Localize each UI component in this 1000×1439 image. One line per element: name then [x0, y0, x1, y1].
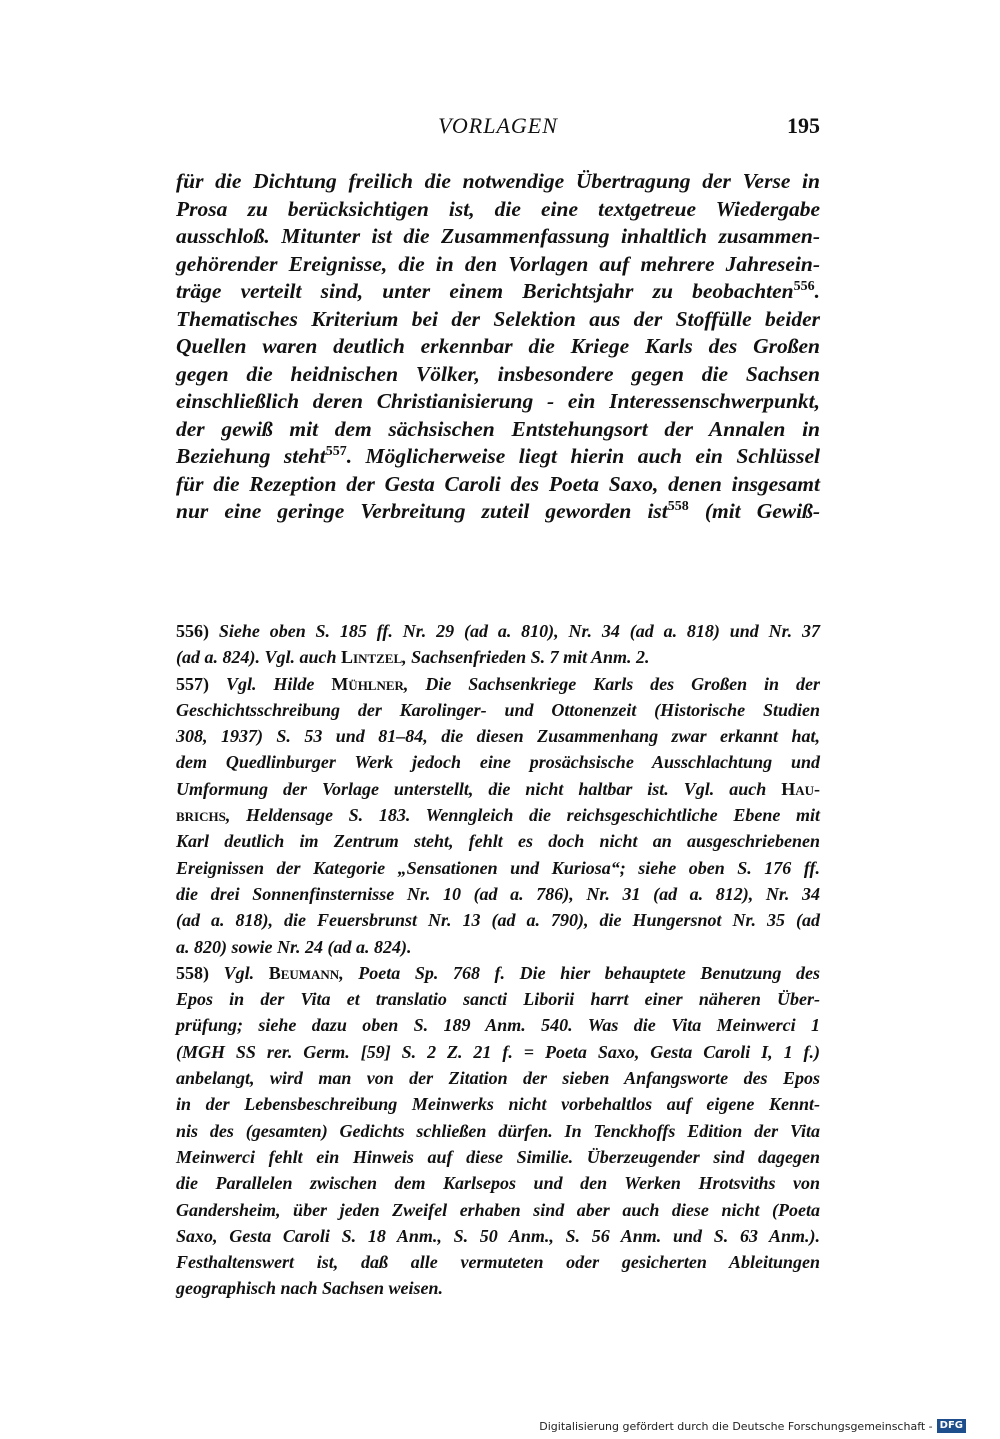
footnote-558-line: Gandersheim, über jeden Zweifel erhaben sind aber auch diese nicht (Poeta [176, 1199, 820, 1220]
footnote-558-line: (MGH SS rer. Germ. [59] S. 2 Z. 21 f. = Poeta Saxo, Gesta Caroli I, 1 f.) [176, 1041, 820, 1062]
text-line [176, 278, 820, 306]
text-line: für die Rezeption der Gesta Caroli des Poeta Saxo, denen insgesamt [176, 471, 820, 496]
footnote-557-line: die drei Sonnenfinsternisse Nr. 10 (ad a. 786), Nr. 31 (ad a. 812), Nr. 34 [176, 883, 820, 904]
author-name: Mühlner [331, 673, 404, 694]
footnotes [176, 618, 820, 1302]
footnote-ref-556[interactable]: 556 [793, 279, 815, 294]
footnote-558-line: anbelangt, wird man von der Zitation der sieben Anfangsworte des Epos [176, 1068, 820, 1089]
funding-notice [539, 1419, 966, 1433]
text-segment: (mit Gewiß- [688, 499, 821, 523]
text-segment: Beziehung steht [176, 444, 326, 468]
footnote-ref-557[interactable]: 557 [325, 444, 347, 459]
footnote-557-line: 308, 1937) S. 53 und 81–84, die diesen Zusammenhang zwar erkannt hat, [176, 726, 820, 747]
running-title: VORLAGEN [438, 113, 558, 138]
footnote-558-line: Meinwerci fehlt ein Hinweis auf diese Similie. Überzeugender sind dagegen [176, 1146, 820, 1167]
running-head [176, 113, 820, 145]
text-segment: , Die Sachsenkriege Karls des Großen in der [403, 673, 820, 694]
text-segment: Vgl. [209, 962, 269, 983]
footnote-558-line: die Parallelen zwischen dem Karlsepos und den Werken Hrotsviths von [176, 1173, 820, 1194]
funding-text: Digitalisierung gefördert durch die Deutsche Forschungsgemeinschaft - [539, 1419, 933, 1433]
footnote-number: 557) [176, 673, 209, 694]
dfg-logo-icon: DFG [937, 1419, 966, 1433]
footnote-558-line: in der Lebensbeschreibung Meinwerks nicht vorbehaltlos auf eigene Kennt- [176, 1094, 820, 1115]
author-name: brichs [176, 805, 226, 826]
text-line: gehörender Ereignisse, die in den Vorlagen auf mehrere Jahresein- [176, 251, 820, 276]
footnote-558-line: prüfung; siehe dazu oben S. 189 Anm. 540. Was die Vita Meinwerci 1 [176, 1015, 820, 1036]
footnote-558-line: Festhaltenswert ist, daß alle vermuteten oder gesicherten Ableitungen [176, 1252, 820, 1273]
footnote-558-line: nis des (gesamten) Gedichts schließen dürfen. In Tenckhoffs Edition der Vita [176, 1120, 820, 1141]
footnote-558-line: geographisch nach Sachsen weisen. [176, 1278, 444, 1299]
text-line: einschließlich deren Christianisierung - ein Interessenschwerpunkt, [176, 389, 820, 413]
text-segment: Umformung der Vorlage unterstellt, die nicht haltbar ist. Vgl. auch [176, 778, 782, 799]
text-line [176, 443, 820, 471]
footnote-556-line [176, 644, 820, 670]
footnote-557-line [176, 776, 820, 802]
text-line: Thematisches Kriterium bei der Selektion aus der Stoffülle beider [176, 306, 820, 331]
author-name: Beumann [268, 962, 340, 983]
main-paragraph [176, 168, 820, 526]
text-segment: träge verteilt sind, unter einem Berichtsjahr zu beobachten [176, 279, 794, 303]
text-segment: (ad a. 824). Vgl. auch [176, 647, 342, 668]
footnote-557-line [176, 802, 820, 828]
footnote-557-line [176, 671, 820, 697]
footnote-558-line [176, 960, 820, 986]
footnote-number: 556) [176, 621, 209, 641]
text-line: Prosa zu berücksichtigen ist, die eine textgetreue Wiedergabe [176, 196, 820, 221]
text-segment: , Poeta Sp. 768 f. Die hier behauptete Benutzung des [339, 962, 820, 983]
text-segment: nur eine geringe Verbreitung zuteil geworden ist [176, 499, 668, 523]
text-segment: . Möglicherweise liegt hierin auch ein Schlüssel [346, 444, 820, 468]
footnote-557-line: Karl deutlich im Zentrum steht, fehlt es doch nicht an ausgeschriebenen [176, 831, 820, 852]
footnote-558-line: Saxo, Gesta Caroli S. 18 Anm., S. 50 Anm., S. 56 Anm. und S. 63 Anm.). [176, 1225, 820, 1246]
text-segment: Vgl. Hilde [209, 673, 332, 694]
author-name: Hau- [781, 778, 820, 799]
footnote-557-line: dem Quedlinburger Werk jedoch eine prosächsische Ausschlachtung und [176, 752, 820, 773]
footnote-557-line: (ad a. 818), die Feuersbrunst Nr. 13 (ad a. 790), die Hungersnot Nr. 35 (ad [176, 910, 820, 931]
footnote-557-line: Ereignissen der Kategorie „Sensationen und Kuriosa“; siehe oben S. 176 ff. [176, 857, 820, 878]
author-name: Lintzel [341, 647, 403, 668]
footnote-556-line [176, 618, 820, 644]
footnote-558-line: Epos in der Vita et translatio sancti Liborii harrt einer näheren Über- [176, 989, 820, 1010]
text-line: für die Dichtung freilich die notwendige Übertragung der Verse in [176, 169, 820, 193]
text-line: ausschloß. Mitunter ist die Zusammenfassung inhaltlich zusammen- [176, 224, 820, 248]
text-segment: Siehe oben S. 185 ff. Nr. 29 (ad a. 810), Nr. 34 (ad a. 818) und Nr. 37 [209, 621, 820, 641]
footnote-ref-558[interactable]: 558 [667, 499, 689, 514]
text-line: der gewiß mit dem sächsischen Entstehungsort der Annalen in [176, 416, 820, 441]
text-segment: . [814, 279, 820, 303]
footnote-557-line: a. 820) sowie Nr. 24 (ad a. 824). [176, 936, 412, 957]
text-segment: , Sachsenfrieden S. 7 mit Anm. 2. [402, 647, 650, 668]
text-line: gegen die heidnischen Völker, insbesondere gegen die Sachsen [176, 361, 820, 386]
text-line [176, 498, 820, 526]
text-line: Quellen waren deutlich erkennbar die Kriege Karls des Großen [176, 334, 820, 358]
text-segment: , Heldensage S. 183. Wenngleich die reichsgeschichtliche Ebene mit [225, 805, 820, 826]
footnote-557-line: Geschichtsschreibung der Karolinger- und Ottonenzeit (Historische Studien [176, 699, 820, 720]
footnote-number: 558) [176, 962, 209, 983]
page-number: 195 [787, 113, 820, 138]
